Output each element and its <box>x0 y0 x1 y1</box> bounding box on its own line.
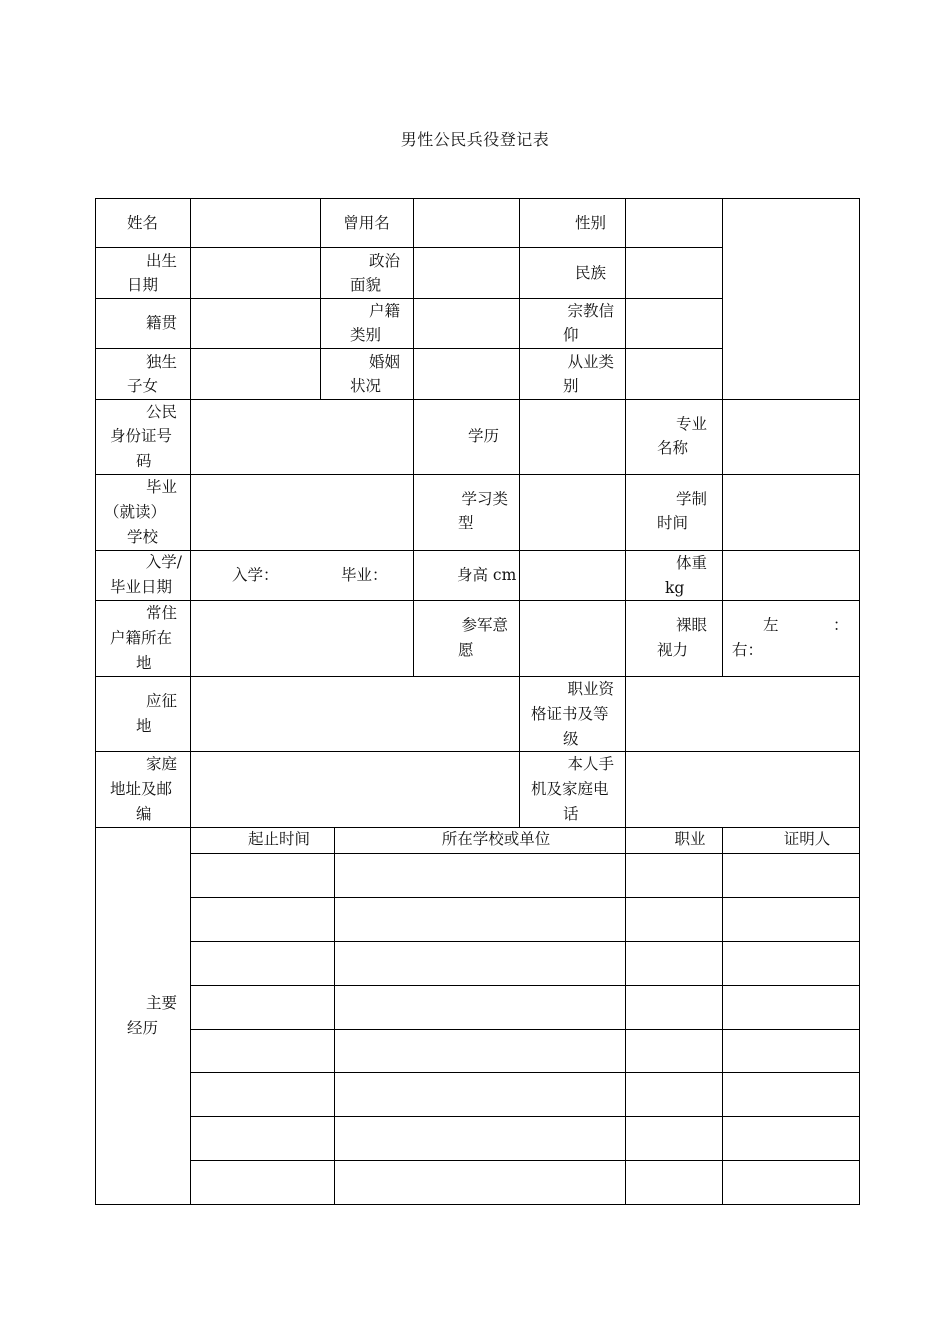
label-experience-2: 经历 <box>127 1019 159 1037</box>
label-vision-left: 左 <box>763 616 779 634</box>
label-id-1: 公民 <box>145 403 177 421</box>
label-cert-2: 格证书及等 <box>531 705 609 723</box>
label-major-1: 专业 <box>675 415 707 433</box>
label-residence-1: 常住 <box>145 604 177 622</box>
label-phone-2: 机及家庭电 <box>531 780 609 798</box>
label-id-3: 码 <box>136 452 152 470</box>
label-vision-2: 视力 <box>657 641 689 659</box>
label-marital-1: 婚姻 <box>368 353 400 371</box>
col-line <box>722 827 723 1205</box>
col-line <box>625 676 626 827</box>
label-experience-1: 主要 <box>145 994 177 1012</box>
label-school-3: 学校 <box>127 528 159 546</box>
label-conscript-2: 地 <box>136 717 152 735</box>
label-residence-2: 户籍所在 <box>110 629 173 647</box>
row-line <box>95 751 860 752</box>
row-line <box>190 941 860 942</box>
label-hukou-1: 户籍 <box>368 302 400 320</box>
row-line <box>190 1029 860 1030</box>
row-line <box>190 897 860 898</box>
label-dates-1: 入学/ <box>145 553 182 571</box>
label-school-1: 毕业 <box>145 478 177 496</box>
label-education: 学历 <box>467 427 499 445</box>
label-study-type-2: 型 <box>458 514 474 532</box>
label-ethnicity: 民族 <box>574 264 606 282</box>
label-cert-1: 职业资 <box>567 680 614 698</box>
label-religion-2: 仰 <box>563 326 579 344</box>
label-willing-1: 参军意 <box>461 616 508 634</box>
label-height: 身高 cm <box>457 566 517 584</box>
label-id-2: 身份证号 <box>110 427 173 445</box>
label-religion-1: 宗教信 <box>567 302 614 320</box>
label-duration-1: 学制 <box>675 490 707 508</box>
label-address-2: 地址及邮 <box>110 780 173 798</box>
label-vision-1: 裸眼 <box>675 616 707 634</box>
row-line <box>190 985 860 986</box>
label-occupation-2: 别 <box>563 377 579 395</box>
label-address-3: 编 <box>136 805 152 823</box>
label-residence-3: 地 <box>136 654 152 672</box>
label-phone-3: 话 <box>563 805 579 823</box>
label-willing-2: 愿 <box>458 641 474 659</box>
label-only-child-2: 子女 <box>127 377 159 395</box>
col-line <box>722 198 723 676</box>
label-duration-2: 时间 <box>657 514 689 532</box>
row-line <box>95 474 860 475</box>
label-graduate: 毕业： <box>341 566 388 584</box>
label-native-place: 籍贯 <box>145 314 177 332</box>
col-line <box>413 198 414 399</box>
col-line <box>334 827 335 1205</box>
label-politics-2: 面貌 <box>350 276 382 294</box>
label-phone-1: 本人手 <box>567 755 614 773</box>
row-line <box>190 853 860 854</box>
border-bottom <box>95 1204 860 1205</box>
row-line <box>95 550 860 551</box>
label-enroll: 入学： <box>232 566 279 584</box>
label-study-type-1: 学习类 <box>461 490 508 508</box>
border-right <box>859 198 860 1205</box>
border-top <box>95 198 860 199</box>
label-former-name: 曾用名 <box>343 214 390 232</box>
row-line <box>190 1160 860 1161</box>
label-cert-3: 级 <box>563 730 579 748</box>
header-witness: 证明人 <box>783 830 831 848</box>
row-line <box>95 676 860 677</box>
label-birth-2: 日期 <box>127 276 159 294</box>
row-line <box>190 1072 860 1073</box>
row-line <box>95 600 860 601</box>
label-school-2: （就读） <box>104 503 167 521</box>
label-name: 姓名 <box>126 214 158 232</box>
label-dates-2: 毕业日期 <box>110 578 173 596</box>
label-weight-1: 体重 <box>675 554 707 572</box>
label-vision-right: 右： <box>732 641 764 659</box>
col-line <box>190 198 191 1205</box>
label-vision-colon: ： <box>833 616 849 634</box>
label-weight-2: kg <box>665 579 685 597</box>
row-line <box>190 1116 860 1117</box>
col-line <box>625 198 626 399</box>
label-gender: 性别 <box>574 214 606 232</box>
label-major-2: 名称 <box>657 439 689 457</box>
label-politics-1: 政治 <box>368 252 400 270</box>
label-address-1: 家庭 <box>145 755 177 773</box>
header-position: 职业 <box>674 830 706 848</box>
label-birth-1: 出生 <box>145 252 177 270</box>
col-line <box>625 827 626 1205</box>
col-line <box>519 198 520 827</box>
label-only-child-1: 独生 <box>145 353 177 371</box>
label-marital-2: 状况 <box>350 377 382 395</box>
form-title: 男性公民兵役登记表 <box>400 130 550 149</box>
label-conscript-1: 应征 <box>145 692 177 710</box>
label-occupation-1: 从业类 <box>567 353 614 371</box>
row-line <box>95 399 860 400</box>
header-school-or-unit: 所在学校或单位 <box>441 830 551 848</box>
label-hukou-2: 类别 <box>350 326 382 344</box>
header-period: 起止时间 <box>247 830 310 848</box>
